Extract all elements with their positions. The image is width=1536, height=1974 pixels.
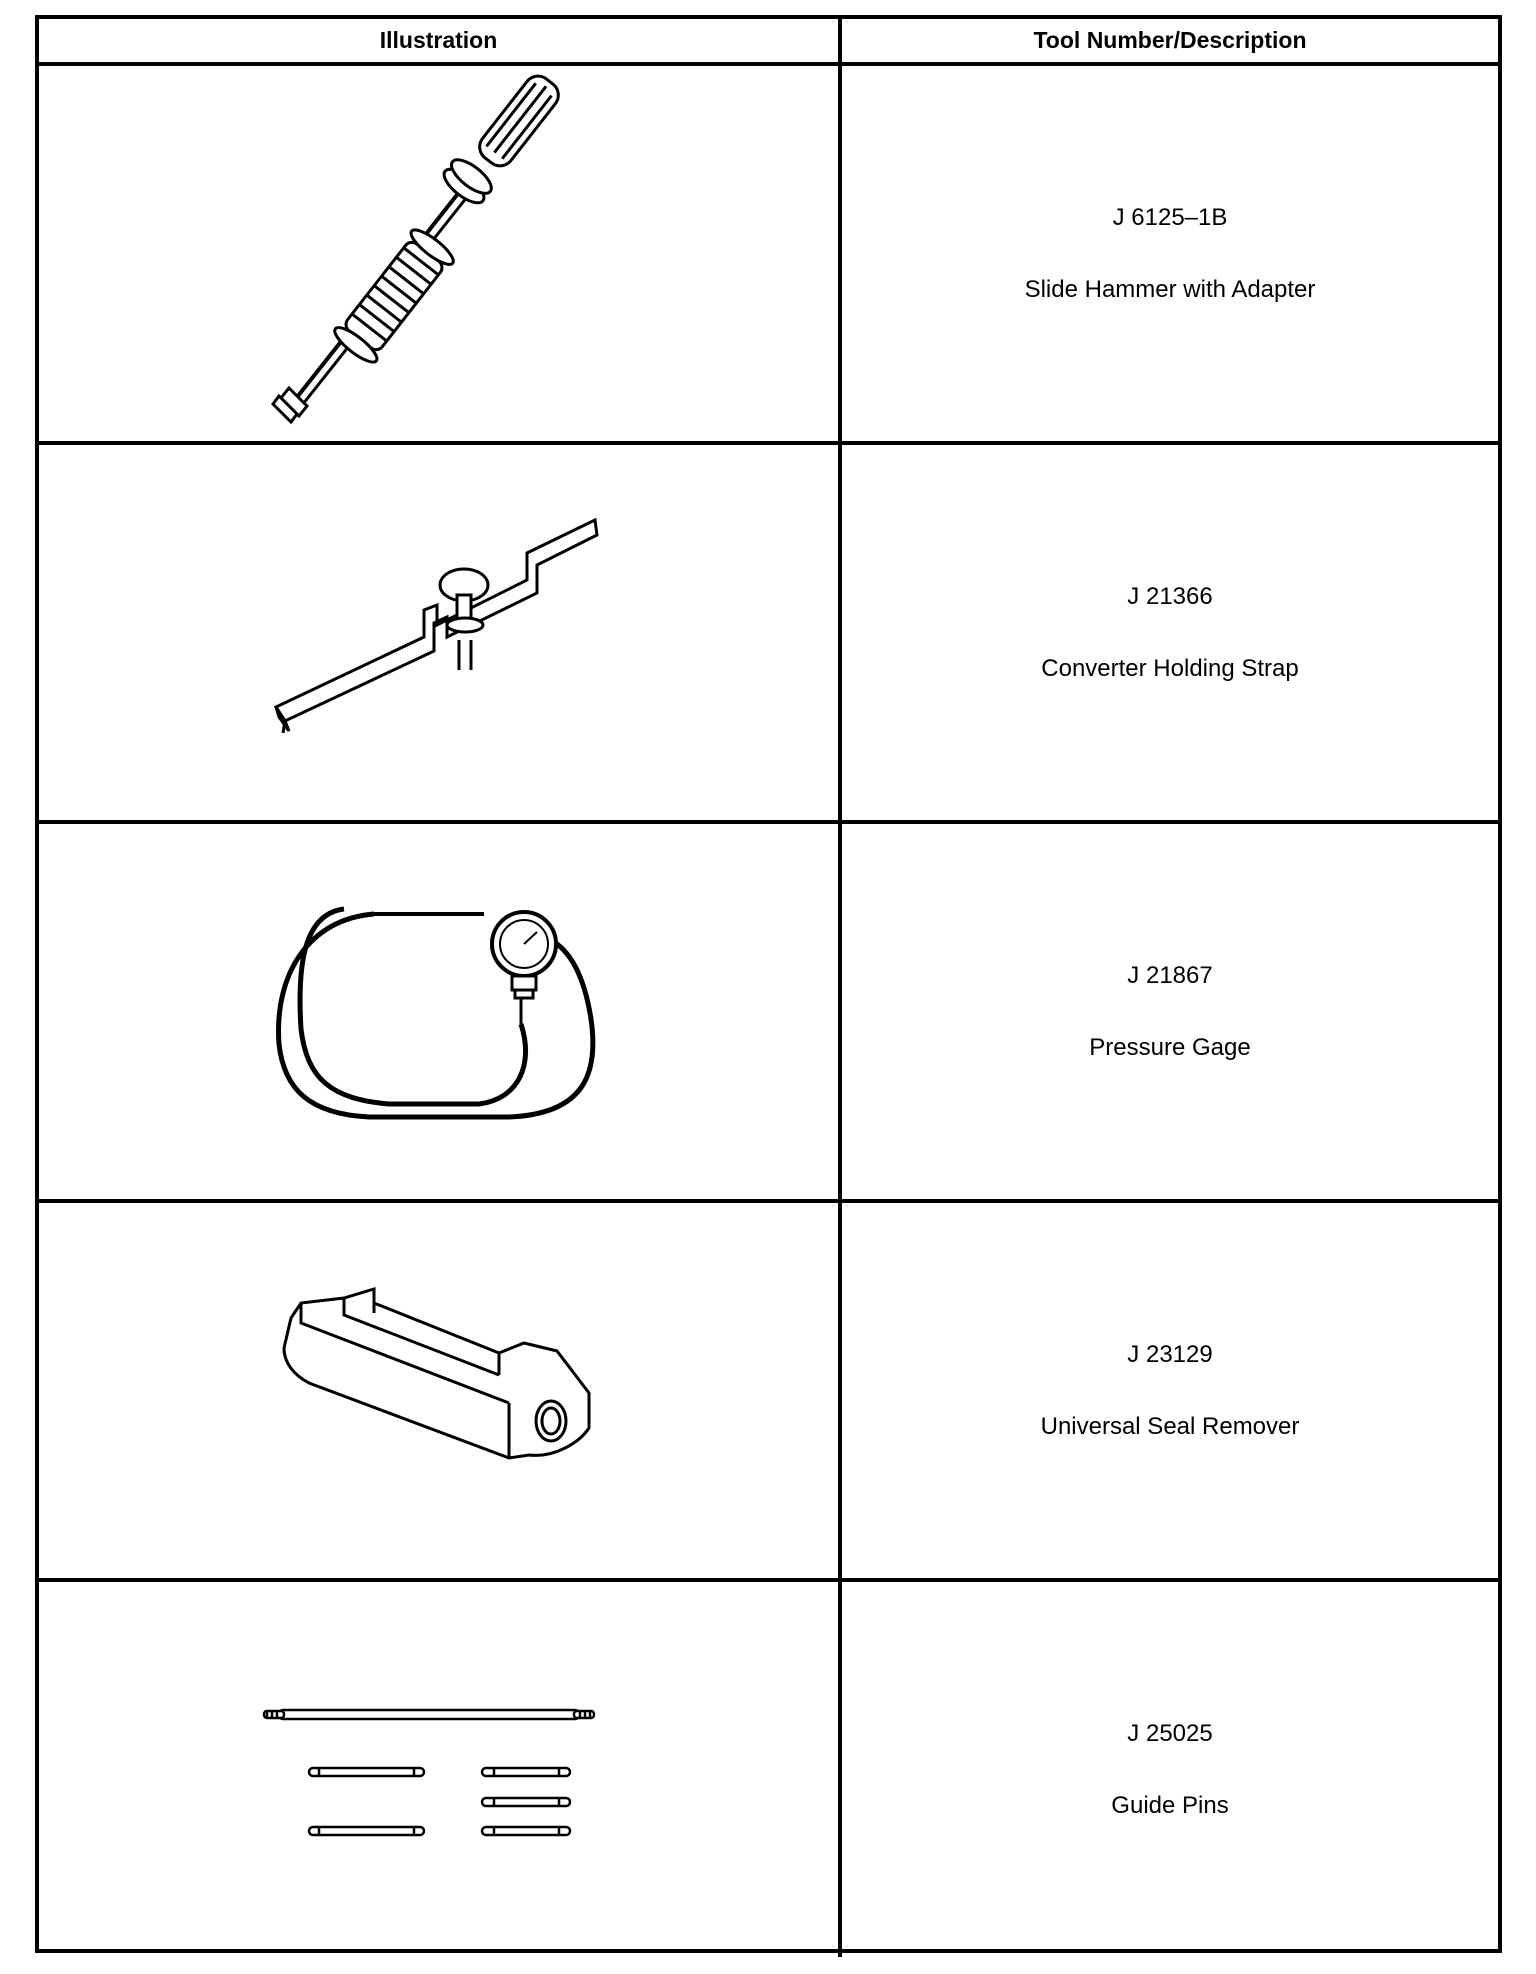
table-row xyxy=(39,1203,1498,1582)
seal-remover-icon xyxy=(39,1203,838,1578)
table-row xyxy=(39,66,1498,445)
tool-number: J 6125–1B xyxy=(1112,203,1228,231)
description-cell xyxy=(842,1203,1498,1578)
tool-table xyxy=(35,15,1502,1953)
guide-pins-icon xyxy=(39,1582,838,1957)
tool-description: Slide Hammer with Adapter xyxy=(1024,275,1316,303)
table-row xyxy=(39,445,1498,824)
illustration-cell xyxy=(39,1582,842,1957)
tool-number: J 25025 xyxy=(1127,1719,1213,1747)
header-illustration: Illustration xyxy=(39,19,842,62)
tool-number: J 21366 xyxy=(1127,582,1213,610)
tool-description: Guide Pins xyxy=(1111,1791,1229,1819)
description-cell xyxy=(842,66,1498,441)
table-header xyxy=(39,19,1498,66)
tool-description: Converter Holding Strap xyxy=(1041,654,1299,682)
description-cell xyxy=(842,1582,1498,1957)
description-cell xyxy=(842,445,1498,820)
slide-hammer-icon xyxy=(39,66,838,441)
illustration-cell xyxy=(39,66,842,441)
tool-description: Pressure Gage xyxy=(1089,1033,1251,1061)
tool-number: J 21867 xyxy=(1127,961,1213,989)
illustration-cell xyxy=(39,824,842,1199)
description-cell xyxy=(842,824,1498,1199)
table-row xyxy=(39,1582,1498,1957)
illustration-cell xyxy=(39,1203,842,1578)
table-row xyxy=(39,824,1498,1203)
pressure-gage-icon xyxy=(39,824,838,1199)
tool-description: Universal Seal Remover xyxy=(1040,1412,1300,1440)
tool-number: J 23129 xyxy=(1127,1340,1213,1368)
holding-strap-icon xyxy=(39,445,838,820)
header-description: Tool Number/Description xyxy=(1033,27,1307,53)
illustration-cell xyxy=(39,445,842,820)
